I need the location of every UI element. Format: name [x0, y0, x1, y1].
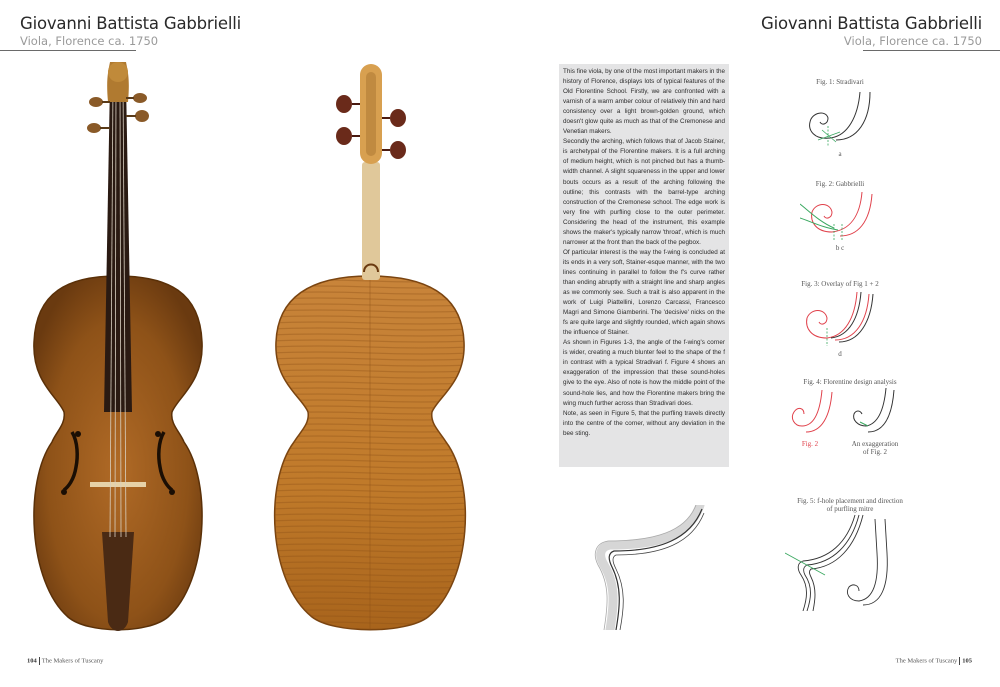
figure-3	[795, 280, 885, 358]
left-page-header	[20, 14, 241, 48]
left-page-subtitle: Viola, Florence ca. 1750	[20, 34, 159, 48]
right-page-title: Giovanni Battista Gabbrielli	[761, 14, 982, 33]
figure-3-marker: d	[838, 350, 842, 358]
figure-3-diagram	[795, 288, 885, 346]
body-text-box	[559, 64, 729, 467]
left-page-title: Giovanni Battista Gabbrielli	[20, 14, 241, 33]
figure-5-caption-2: of purfling mitre	[826, 505, 874, 513]
figure-4-right-label-2: of Fig. 2	[863, 448, 887, 456]
figure-4	[790, 378, 910, 456]
figure-2-caption: Fig. 2: Gabbrielli	[815, 180, 865, 188]
figure-1-marker: a	[838, 150, 842, 158]
left-page-number: 104	[27, 657, 37, 665]
paragraph-f-wing: Of particular interest is the way the f-wing is concluded at its ends in a very soft, Stainer-esque manner, with the two lines continuing in parallel to follow the f's curve rather than ending abruptly with a straight line and sharp angles as we commonly see. Such a trait is also apparent in the work of Luigi Piattellini, Lorenzo Carcassi, Francesco Magri and Simone Giamberini. The 'decisive' nicks on the fs are quite large and slightly rounded, which again shows the influence of Stainer.	[563, 248, 725, 337]
figure-4-left-label: Fig. 2	[801, 440, 819, 448]
figure-1	[800, 78, 880, 158]
figure-3-caption: Fig. 3: Overlay of Fig 1 + 2	[801, 280, 879, 288]
viola-front-image	[28, 62, 208, 640]
figure-5	[785, 497, 915, 615]
left-page-footer	[27, 657, 103, 665]
figure-4-caption: Fig. 4: Florentine design analysis	[803, 378, 897, 386]
paragraph-purfling: Note, as seen in Figure 5, that the purfling travels directly into the centre of the corner, without any deviation in the bee sting.	[563, 409, 725, 437]
right-header-rule	[863, 50, 1000, 51]
corner-purfling-sketch	[590, 505, 710, 630]
figure-5-caption-1: Fig. 5: f-hole placement and direction	[797, 497, 903, 505]
right-page-number: 105	[962, 657, 972, 665]
left-running-title: The Makers of Tuscany	[41, 657, 104, 665]
right-running-title: The Makers of Tuscany	[895, 657, 958, 665]
footer-divider	[959, 657, 960, 665]
figure-2	[800, 180, 880, 252]
paragraph-varnish: This fine viola, by one of the most important makers in the history of Florence, displays lots of typical features of the Old Florentine School. Firstly, we are confronted with a varnish of a warm amber colour of relatively thin and hard consistency over a light brown-golden ground, which doesn't glow quite as much as that of the Cremonese and Venetian makers.	[563, 68, 725, 136]
figure-4-right-label-1: An exaggeration	[851, 440, 899, 448]
paragraph-arching: Secondly the arching, which follows that of Jacob Stainer, is archetypal of the Florentine makers. It is a full arching of medium height, which is not pinched but has a thumb-width channel. A slight squareness in the upper and lower bouts occurs as a result of the arching following the outline; this contrasts with the barrel-type arching construction of the Cremonese school. The edge work is very fine with purfling close to the outer perimeter. Considering the head of the instrument, this example shows the maker's typically narrow 'throat', which is much narrower at the front than the back of the pegbox.	[563, 138, 725, 246]
figure-1-caption: Fig. 1: Stradivari	[816, 78, 864, 86]
figure-4-diagram	[790, 386, 910, 436]
paragraph-figures: As shown in Figures 1-3, the angle of the f-wing's corner is wider, creating a much blunter feel to the shape of the f in contrast with a typical Stradivari f. Figure 4 shows an exaggeration of the impression that these sound-holes give to the eye. Also of note is how the middle point of the sound-hole lies, and how the Florentine makers bring the wing much further across than Stradivari does.	[563, 339, 725, 407]
right-page-header	[761, 14, 982, 48]
figure-2-diagram	[800, 188, 880, 240]
figure-2-marker: b c	[835, 244, 845, 252]
figure-5-diagram	[785, 513, 915, 611]
viola-back-image	[268, 62, 473, 640]
right-page-footer	[896, 657, 972, 665]
figure-1-diagram	[800, 86, 880, 146]
left-header-rule	[0, 50, 136, 51]
right-page-subtitle: Viola, Florence ca. 1750	[843, 34, 982, 48]
footer-divider	[39, 657, 40, 665]
